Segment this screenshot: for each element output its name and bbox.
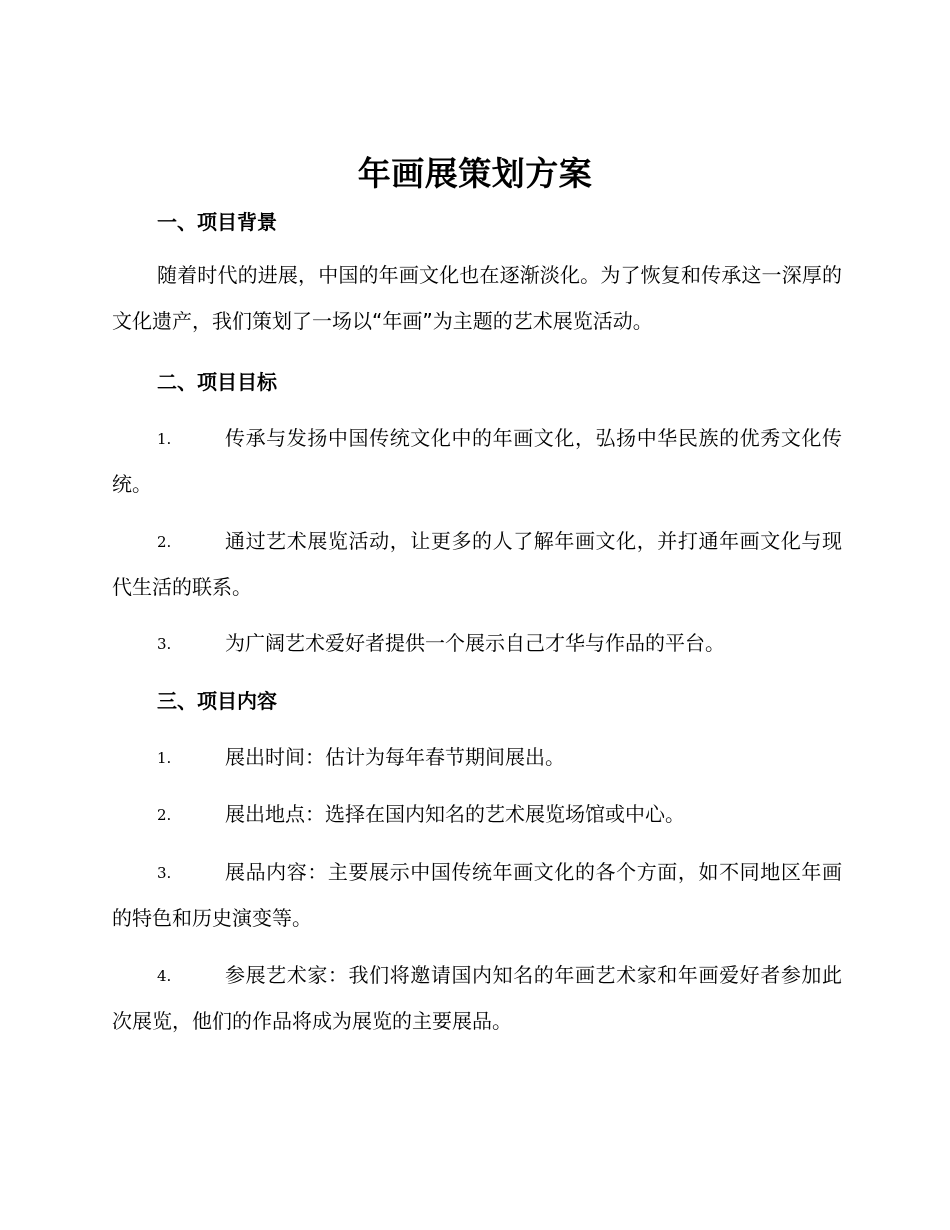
content-item-text: 展出地点：选择在国内知名的艺术展览场馆或中心。 bbox=[225, 802, 685, 826]
content-item-number: 2. bbox=[157, 806, 172, 824]
content-item-number: 4. bbox=[157, 967, 172, 985]
section-heading-background: 一、项目背景 bbox=[157, 210, 277, 234]
content-item-text: 展出时间：估计为每年春节期间展出。 bbox=[225, 745, 565, 769]
goal-item-number: 1. bbox=[157, 430, 172, 448]
goal-item-text: 通过艺术展览活动，让更多的人了解年画文化，并打通年画文化与现代生活的联系。 bbox=[112, 529, 842, 599]
goal-item-number: 2. bbox=[157, 533, 172, 551]
document-title: 年画展策划方案 bbox=[357, 154, 593, 193]
goal-item-text: 传承与发扬中国传统文化中的年画文化，弘扬中华民族的优秀文化传统。 bbox=[112, 426, 842, 496]
content-item-text: 展品内容：主要展示中国传统年画文化的各个方面，如不同地区年画的特色和历史演变等。 bbox=[112, 860, 842, 930]
section-heading-content: 三、项目内容 bbox=[157, 689, 277, 713]
background-paragraph: 随着时代的进展，中国的年画文化也在逐渐淡化。为了恢复和传承这一深厚的文化遗产，我们策划了一场以“年画”为主题的艺术展览活动。 bbox=[112, 263, 842, 333]
goal-item-number: 3. bbox=[157, 635, 172, 653]
content-item-number: 1. bbox=[157, 749, 172, 767]
content-item-number: 3. bbox=[157, 864, 172, 882]
section-heading-goals: 二、项目目标 bbox=[157, 370, 277, 394]
content-item-text: 参展艺术家：我们将邀请国内知名的年画艺术家和年画爱好者参加此次展览，他们的作品将成为展览的主要展品。 bbox=[112, 963, 842, 1033]
goal-item-text: 为广阔艺术爱好者提供一个展示自己才华与作品的平台。 bbox=[225, 631, 725, 655]
